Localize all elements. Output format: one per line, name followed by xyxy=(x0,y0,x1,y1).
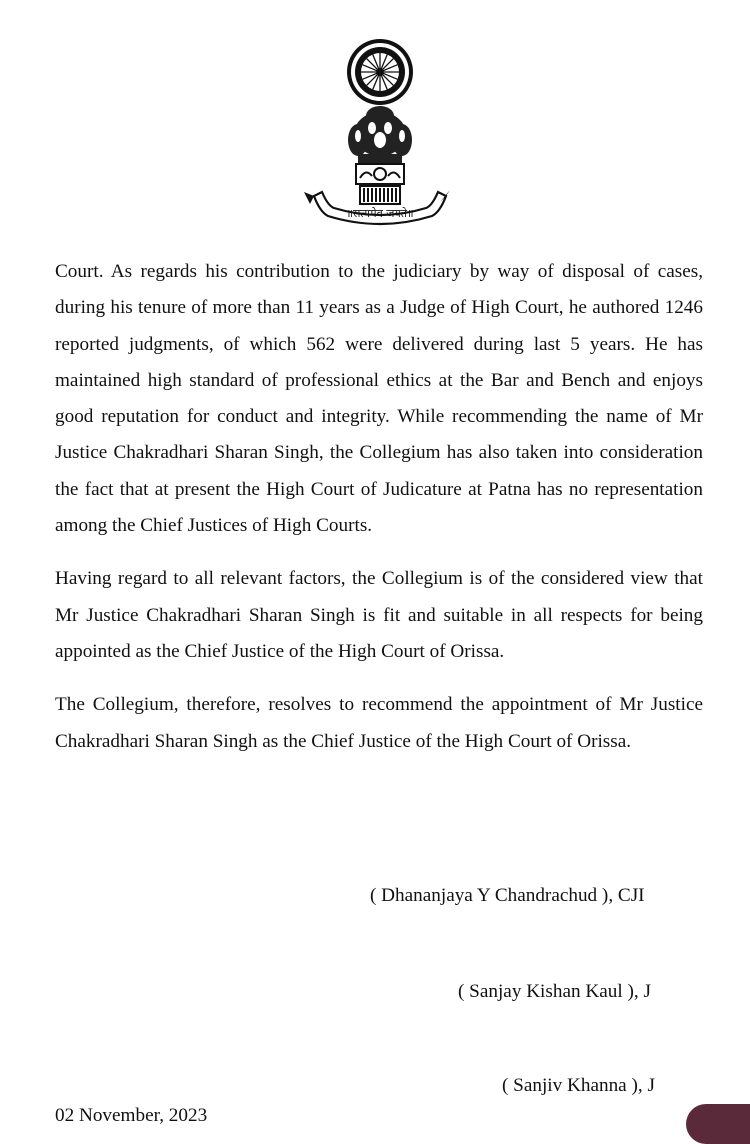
signature-cji: ( Dhananjaya Y Chandrachud ), CJI xyxy=(370,885,645,906)
document-body xyxy=(55,254,703,760)
document-date: 02 November, 2023 xyxy=(55,1105,208,1126)
signature-kaul: ( Sanjay Kishan Kaul ), J xyxy=(458,981,651,1002)
national-emblem xyxy=(300,36,450,230)
paragraph-contribution: Court. As regards his contribution to the judiciary by way of disposal of cases, during his tenure of more than 11 years as a Judge of High Court, he authored 1246 reported judgments, of which 562 were delivered during last 5 years. He has maintained high standard of professional ethics at the Bar and Bench and enjoys good reputation for conduct and integrity. While recommending the name of Mr Justice Chakradhari Sharan Singh, the Collegium has also taken into consideration the fact that at present the High Court of Judicature at Patna has no representation among the Chief Justices of High Courts. xyxy=(55,261,703,537)
corner-overlay-button[interactable] xyxy=(686,1104,750,1144)
emblem-motto: ॥सत्यमेव जयते॥ xyxy=(346,207,414,220)
emblem-icon xyxy=(300,36,450,230)
signature-khanna: ( Sanjiv Khanna ), J xyxy=(502,1075,655,1096)
paragraph-resolution: The Collegium, therefore, resolves to recommend the appointment of Mr Justice Chakradhari Sharan Singh as the Chief Justice of the High Court of Orissa. xyxy=(55,694,703,752)
paragraph-consideration: Having regard to all relevant factors, the Collegium is of the considered view that Mr Justice Chakradhari Sharan Singh is fit and suitable in all respects for being appointed as the Chief Justice of the High Court of Orissa. xyxy=(55,568,703,662)
